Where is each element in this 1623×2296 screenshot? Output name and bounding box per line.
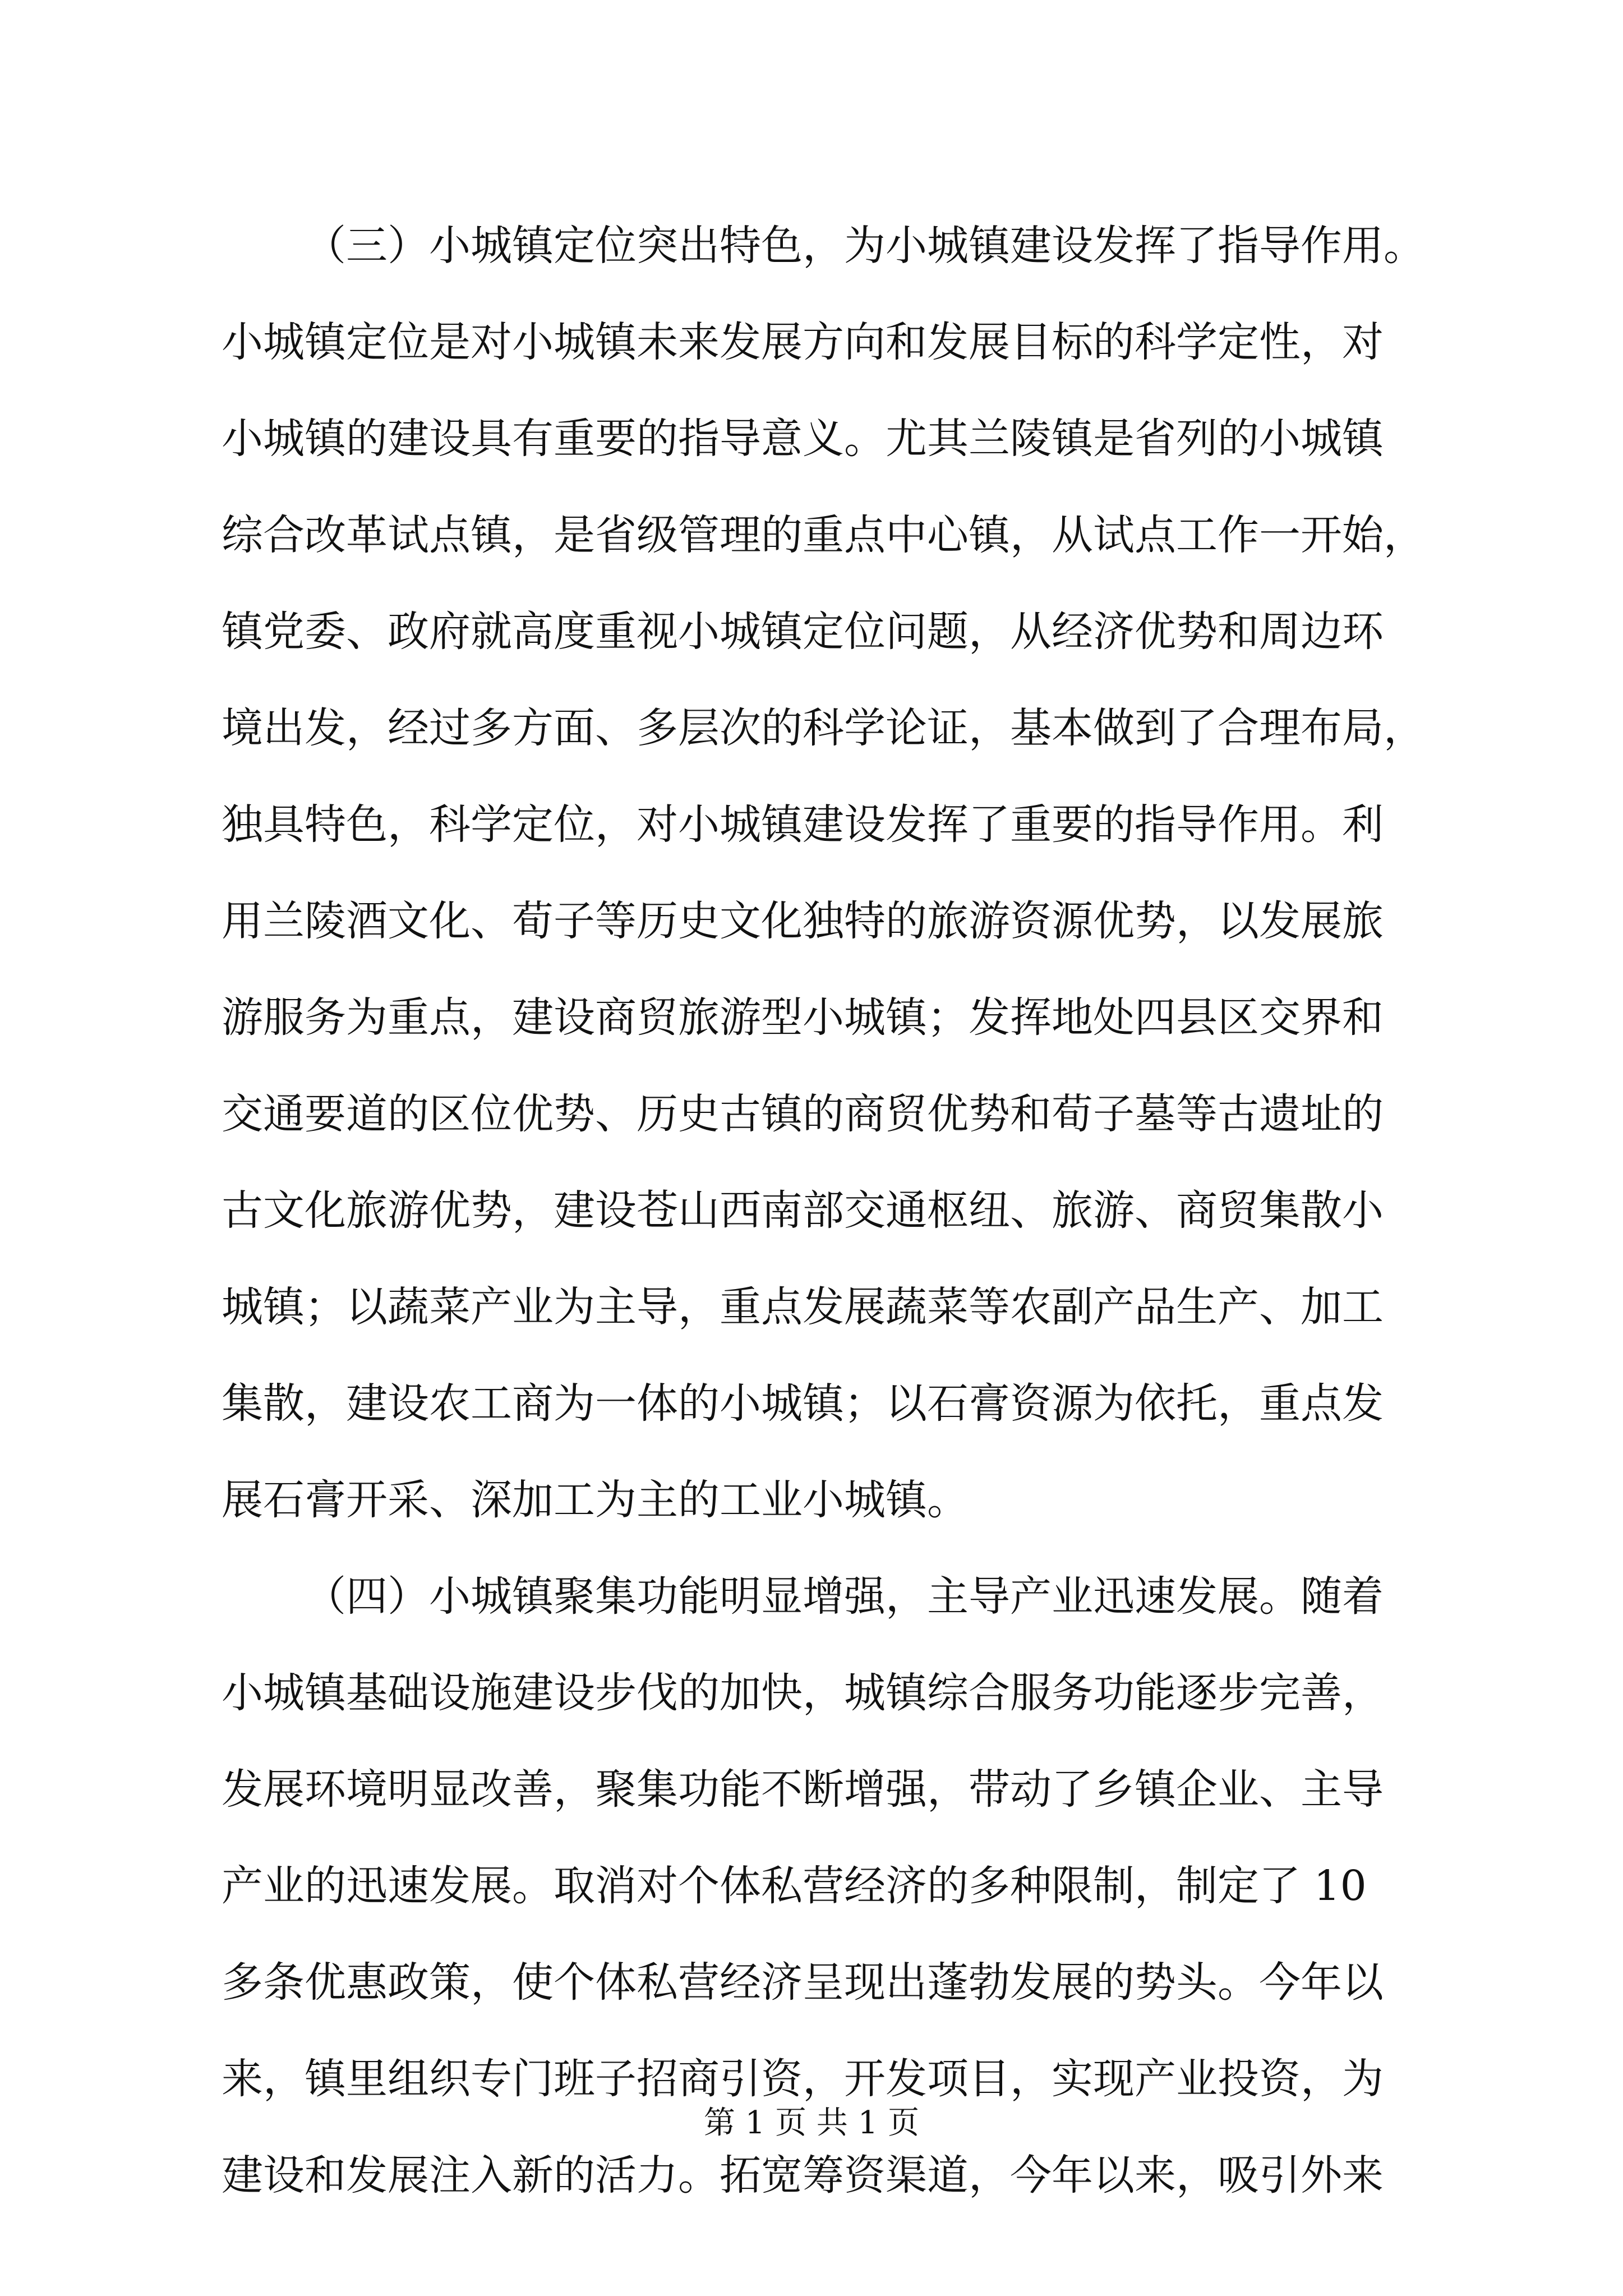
text-line-13: 集散，建设农工商为一体的小城镇；以石膏资源为依托，重点发 [222, 1379, 1384, 1428]
text-line-21: 建设和发展注入新的活力。拓宽筹资渠道，今年以来，吸引外来 [222, 2151, 1384, 2200]
text-line-12: 城镇；以蔬菜产业为主导，重点发展蔬菜等农副产品生产、加工 [222, 1283, 1384, 1331]
text-line-8: 用兰陵酒文化、荀子等历史文化独特的旅游资源优势，以发展旅 [222, 897, 1384, 945]
text-line-9: 游服务为重点，建设商贸旅游型小城镇；发挥地处四县区交界和 [222, 993, 1384, 1042]
text-line-11: 古文化旅游优势，建设苍山西南部交通枢纽、旅游、商贸集散小 [222, 1186, 1384, 1235]
document-body [222, 197, 1425, 2224]
text-line-18: 产业的迅速发展。取消对个体私营经济的多种限制，制定了 10 [222, 1862, 1367, 1910]
text-line-6: 境出发，经过多方面、多层次的科学论证，基本做到了合理布局， [222, 704, 1425, 752]
text-line-3: 小城镇的建设具有重要的指导意义。尤其兰陵镇是省列的小城镇 [222, 415, 1384, 463]
text-line-16: 小城镇基础设施建设步伐的加快，城镇综合服务功能逐步完善， [222, 1669, 1384, 1717]
text-line-14: 展石膏开采、深加工为主的工业小城镇。 [222, 1476, 969, 1524]
page-number-footer: 第 1 页 共 1 页 [703, 2105, 920, 2141]
text-line-4: 综合改革试点镇，是省级管理的重点中心镇，从试点工作一开始， [222, 511, 1425, 559]
text-line-5: 镇党委、政府就高度重视小城镇定位问题，从经济优势和周边环 [222, 608, 1384, 656]
text-line-1: （三）小城镇定位突出特色，为小城镇建设发挥了指导作用。 [305, 222, 1425, 270]
text-line-17: 发展环境明显改善，聚集功能不断增强，带动了乡镇企业、主导 [222, 1765, 1384, 1814]
text-line-2: 小城镇定位是对小城镇未来发展方向和发展目标的科学定性，对 [222, 318, 1384, 366]
text-line-10: 交通要道的区位优势、历史古镇的商贸优势和荀子墓等古遗址的 [222, 1090, 1384, 1138]
text-line-19: 多条优惠政策，使个体私营经济呈现出蓬勃发展的势头。今年以 [222, 1958, 1384, 2007]
text-line-20: 来，镇里组织专门班子招商引资，开发项目，实现产业投资，为 [222, 2055, 1384, 2103]
text-line-7: 独具特色，科学定位，对小城镇建设发挥了重要的指导作用。利 [222, 800, 1384, 849]
text-line-15: （四）小城镇聚集功能明显增强，主导产业迅速发展。随着 [305, 1572, 1384, 1621]
